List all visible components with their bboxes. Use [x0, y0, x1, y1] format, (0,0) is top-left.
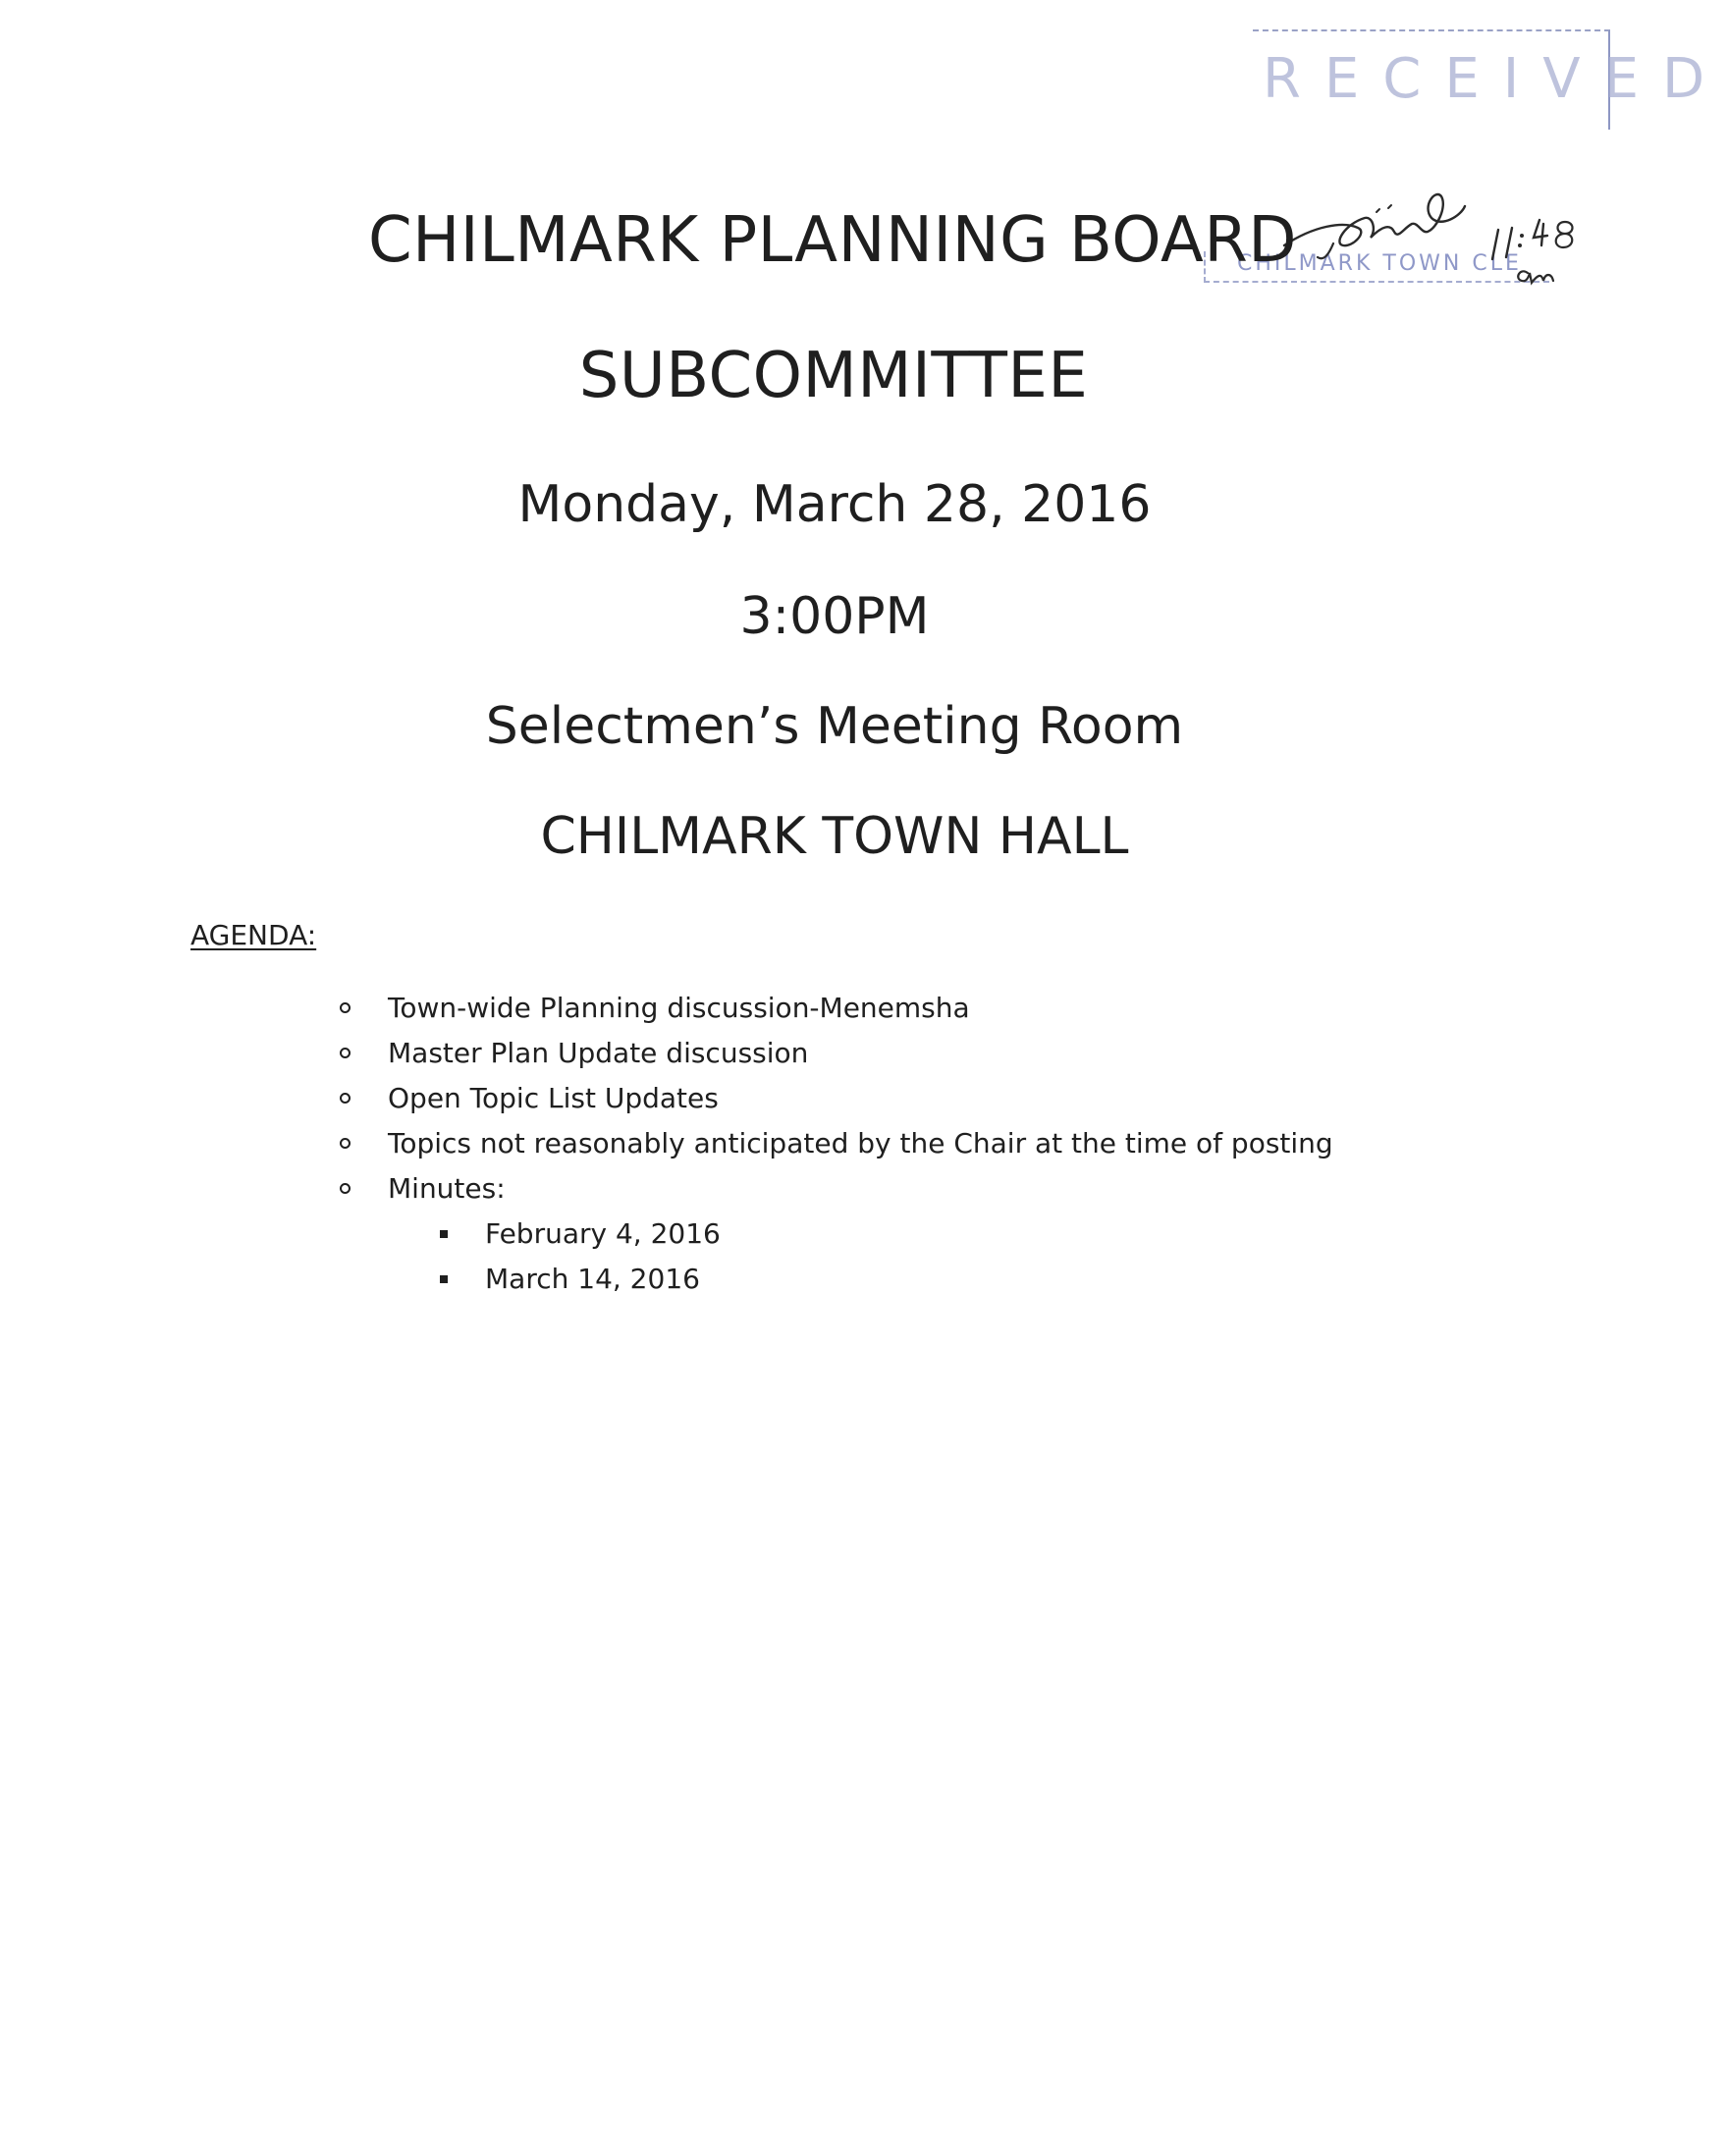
meeting-location: CHILMARK TOWN HALL [540, 807, 1129, 866]
stamp-clerk-text: CHILMARK TOWN CLE [1237, 251, 1522, 276]
circle-bullet-icon [340, 1183, 351, 1194]
agenda-item-text: Master Plan Update discussion [388, 1037, 809, 1069]
stamp-received-text: RECEIVED [1263, 47, 1728, 111]
agenda-item-text: Minutes: [388, 1172, 506, 1205]
agenda-item [334, 1076, 1414, 1121]
meeting-room: Selectmen’s Meeting Room [485, 697, 1184, 756]
circle-bullet-icon [340, 1138, 351, 1149]
minutes-item-text: March 14, 2016 [485, 1263, 700, 1295]
agenda-item [334, 1031, 1414, 1076]
agenda-item-text: Open Topic List Updates [388, 1082, 719, 1114]
square-bullet-icon [440, 1275, 448, 1283]
agenda-item-text: Town-wide Planning discussion-Menemsha [388, 992, 970, 1024]
agenda-label: AGENDA: [190, 919, 317, 951]
agenda-item-text: Topics not reasonably anticipated by the Chair at the time of posting [388, 1127, 1333, 1159]
minutes-item-text: February 4, 2016 [485, 1217, 721, 1250]
circle-bullet-icon [340, 1048, 351, 1058]
agenda-item [334, 986, 1414, 1031]
agenda-item [334, 1121, 1414, 1166]
circle-bullet-icon [340, 1002, 351, 1013]
agenda-item [334, 1166, 1414, 1212]
square-bullet-icon [440, 1230, 448, 1238]
page-subtitle: SUBCOMMITTEE [578, 340, 1089, 412]
circle-bullet-icon [340, 1093, 351, 1104]
meeting-date: Monday, March 28, 2016 [517, 475, 1152, 534]
page-title: CHILMARK PLANNING BOARD [367, 204, 1298, 277]
meeting-time: 3:00PM [739, 587, 930, 646]
agenda-list [334, 986, 1414, 1212]
